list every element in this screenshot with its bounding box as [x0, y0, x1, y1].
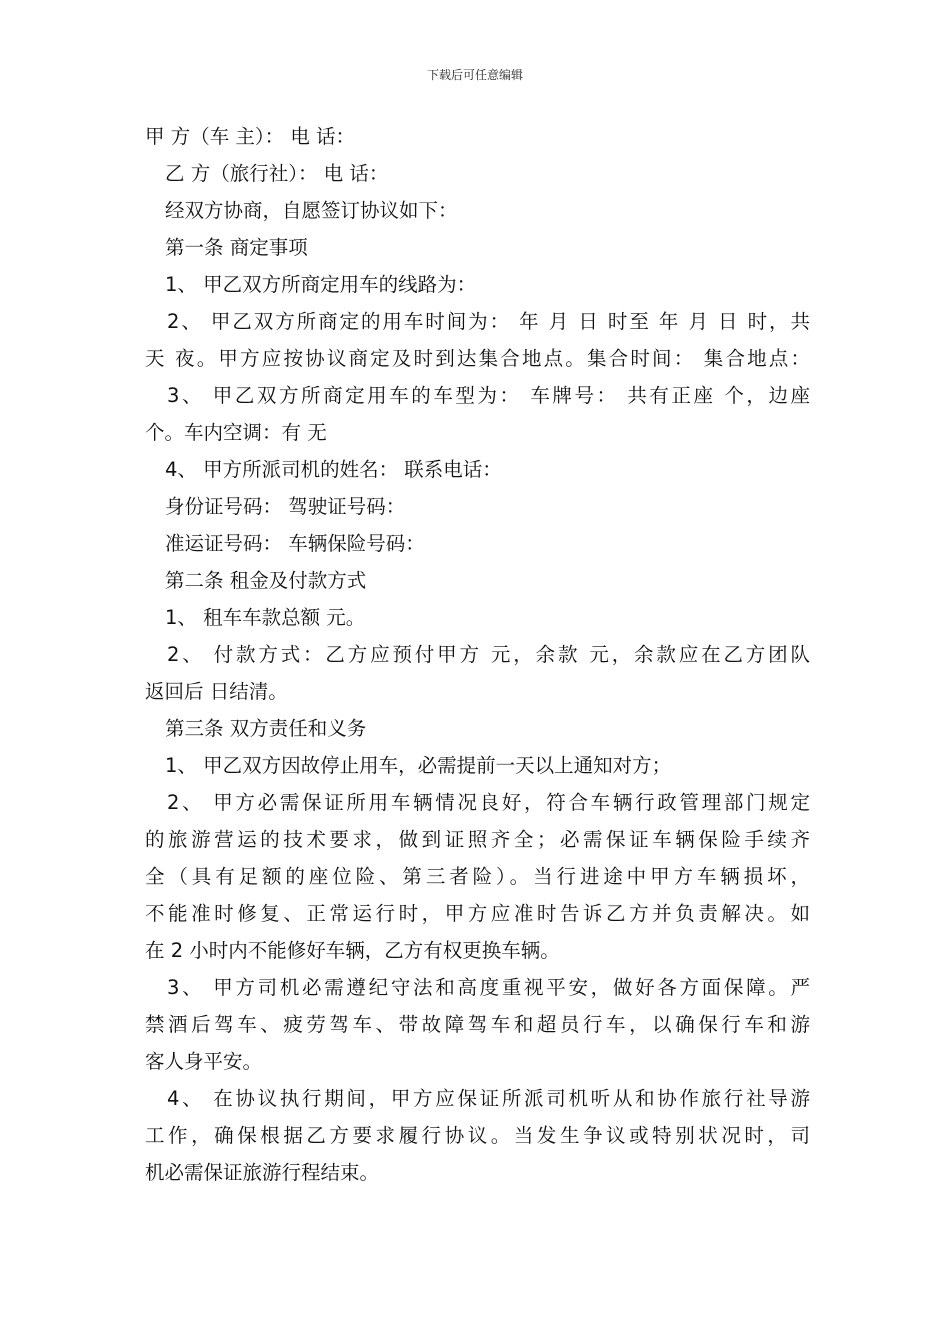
- article-2-heading: 第二条 租金及付款方式: [165, 569, 367, 592]
- clause-1-2: 2、 甲乙双方所商定的用车时间为： 年 月 日 时至 年 月 日 时，共: [167, 310, 810, 333]
- clause-3-3: 3、 甲方司机必需遵纪守法和高度重视平安，做好各方面保障。严: [167, 976, 810, 999]
- clause-2-1: 1、 租车车款总额 元。: [165, 606, 366, 629]
- clause-3-2: 2、 甲方必需保证所用车辆情况良好，符合车辆行政管理部门规定: [167, 791, 810, 814]
- clause-3-3-cont-1: 禁酒后驾车、疲劳驾车、带故障驾车和超员行车，以确保行车和游: [145, 1013, 810, 1036]
- intro-line: 经双方协商，自愿签订协议如下：: [165, 199, 458, 222]
- agreement-body: [145, 118, 810, 1191]
- clause-2-2-cont: 返回后 日结清。: [145, 680, 288, 703]
- clause-1-4: 4、 甲方所派司机的姓名： 联系电话：: [165, 458, 502, 481]
- id-number-line: 身份证号码： 驾驶证号码：: [165, 495, 406, 518]
- party-a-line: 甲 方（车 主）： 电 话：: [145, 125, 356, 148]
- clause-3-2-cont-3: 不能准时修复、正常运行时，甲方应准时告诉乙方并负责解决。如: [145, 902, 810, 925]
- clause-1-1: 1、 甲乙双方所商定用车的线路为：: [165, 273, 477, 296]
- clause-3-1: 1、 甲乙双方因故停止用车，必需提前一天以上通知对方；: [165, 754, 672, 777]
- clause-3-4-cont-1: 工作，确保根据乙方要求履行协议。当发生争议或特别状况时，司: [145, 1124, 810, 1147]
- clause-3-3-cont-2: 客人身平安。: [145, 1050, 263, 1073]
- clause-3-4-cont-2: 机必需保证旅游行程结束。: [145, 1161, 380, 1184]
- party-b-line: 乙 方（旅行社）： 电 话：: [165, 162, 389, 185]
- clause-1-2-cont: 天 夜。甲方应按协议商定及时到达集合地点。集合时间： 集合地点：: [145, 347, 810, 370]
- permit-number-line: 准运证号码： 车辆保险号码：: [165, 532, 425, 555]
- clause-1-3: 3、 甲乙双方所商定用车的车型为： 车牌号： 共有正座 个，边座: [167, 384, 810, 407]
- clause-3-2-cont-2: 全（具有足额的座位险、第三者险）。当行进途中甲方车辆损坏，: [145, 865, 810, 888]
- page-header: 下载后可任意编辑: [426, 68, 523, 82]
- clause-3-4: 4、 在协议执行期间，甲方应保证所派司机听从和协作旅行社导游: [167, 1087, 810, 1110]
- clause-3-2-cont-1: 的旅游营运的技术要求，做到证照齐全；必需保证车辆保险手续齐: [145, 828, 810, 851]
- article-1-heading: 第一条 商定事项: [165, 236, 308, 259]
- clause-1-3-cont: 个。车内空调：有 无: [145, 421, 327, 444]
- clause-2-2: 2、 付款方式：乙方应预付甲方 元，余款 元，余款应在乙方团队: [167, 643, 810, 666]
- article-3-heading: 第三条 双方责任和义务: [165, 717, 367, 740]
- clause-3-2-cont-4: 在 2 小时内不能修好车辆，乙方有权更换车辆。: [145, 939, 560, 962]
